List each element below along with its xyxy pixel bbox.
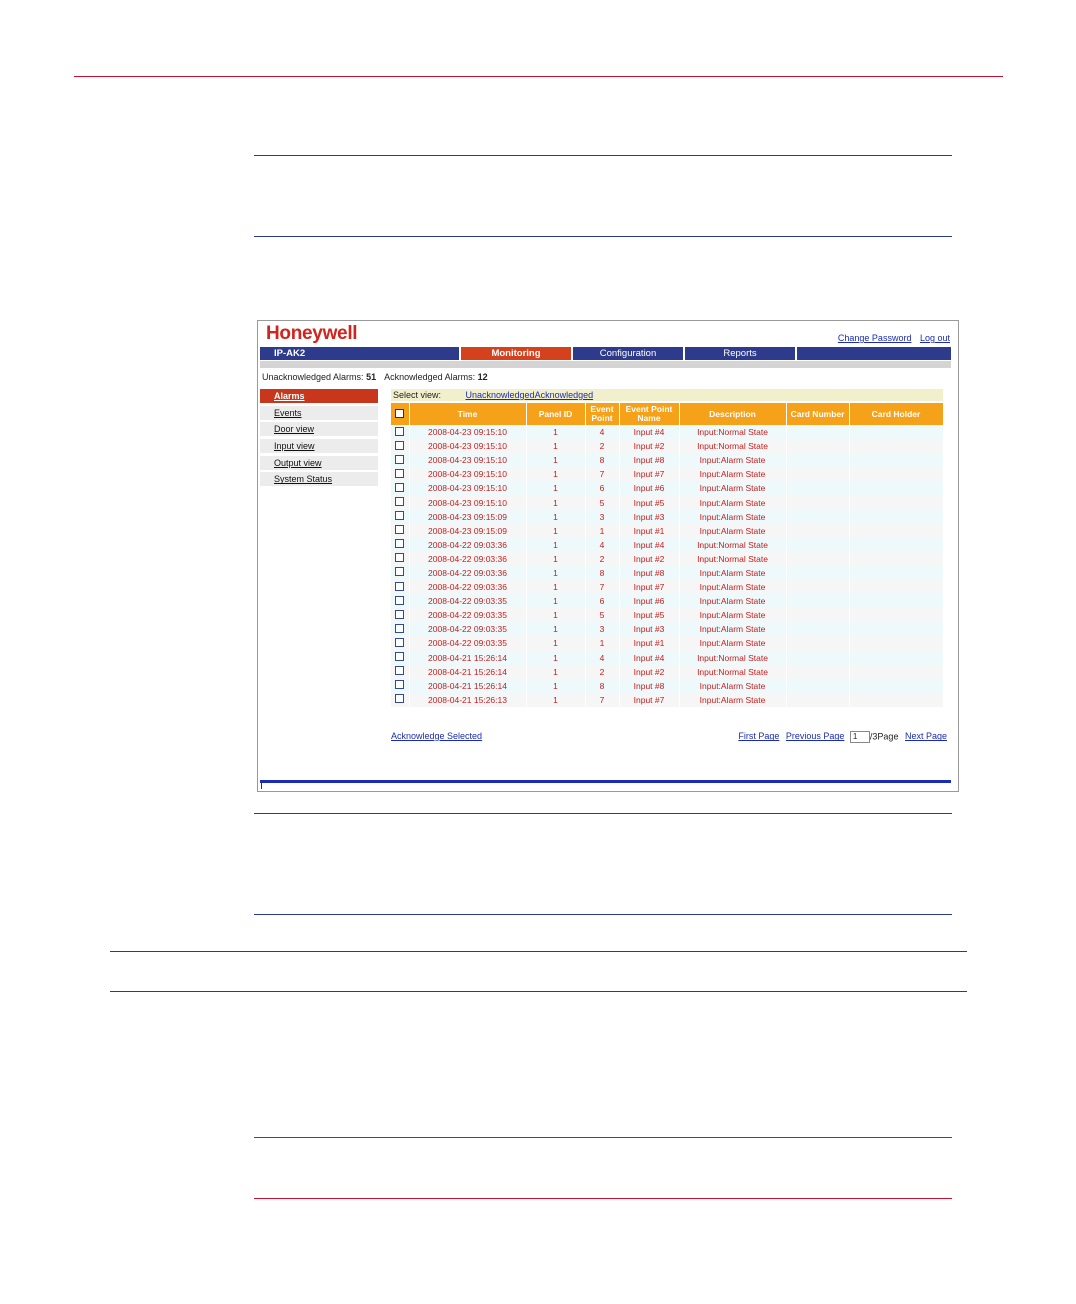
row-select-cell [391, 467, 409, 481]
cell-event-point-name: Input #8 [619, 453, 679, 467]
note-rule-bottom [254, 914, 952, 915]
cell-event-point-name: Input #4 [619, 651, 679, 665]
cell-event-point-name: Input #2 [619, 552, 679, 566]
row-checkbox[interactable] [395, 539, 404, 548]
cell-description: Input:Normal State [679, 439, 786, 453]
cell-event-point: 3 [585, 510, 619, 524]
cell-card-holder [849, 566, 943, 580]
cell-event-point-name: Input #5 [619, 495, 679, 509]
unack-count: 51 [366, 372, 377, 382]
header-event-point[interactable]: Event Point [585, 403, 619, 425]
cell-event-point: 7 [585, 693, 619, 707]
cell-panel-id: 1 [526, 524, 585, 538]
cell-description: Input:Alarm State [679, 566, 786, 580]
cell-panel-id: 1 [526, 608, 585, 622]
cell-card-holder [849, 538, 943, 552]
table-row [391, 651, 943, 665]
row-select-cell [391, 481, 409, 495]
row-select-cell [391, 425, 409, 439]
cell-time: 2008-04-23 09:15:10 [409, 481, 526, 495]
header-card-holder[interactable]: Card Holder [849, 403, 943, 425]
cell-event-point-name: Input #4 [619, 538, 679, 552]
table-row [391, 439, 943, 453]
row-select-cell [391, 693, 409, 707]
cell-panel-id: 1 [526, 580, 585, 594]
cell-card-number [786, 538, 849, 552]
row-checkbox[interactable] [395, 511, 404, 520]
cell-time: 2008-04-23 09:15:09 [409, 524, 526, 538]
cell-card-number [786, 510, 849, 524]
row-checkbox[interactable] [395, 483, 404, 492]
cell-panel-id: 1 [526, 693, 585, 707]
row-checkbox[interactable] [395, 553, 404, 562]
previous-page-link[interactable]: Previous Page [785, 731, 845, 742]
table-row [391, 566, 943, 580]
row-checkbox[interactable] [395, 638, 404, 647]
cell-card-holder [849, 594, 943, 608]
cell-description: Input:Alarm State [679, 453, 786, 467]
cell-panel-id: 1 [526, 566, 585, 580]
cell-time: 2008-04-22 09:03:35 [409, 622, 526, 636]
cell-card-number [786, 495, 849, 509]
logout-link[interactable]: Log out [919, 333, 950, 343]
cell-card-holder [849, 693, 943, 707]
row-select-cell [391, 608, 409, 622]
row-select-cell [391, 622, 409, 636]
cell-description: Input:Alarm State [679, 481, 786, 495]
tab-reports[interactable]: Reports [685, 347, 797, 360]
cell-card-number [786, 665, 849, 679]
row-checkbox[interactable] [395, 666, 404, 675]
cell-card-number [786, 566, 849, 580]
cell-time: 2008-04-22 09:03:36 [409, 552, 526, 566]
cell-card-holder [849, 665, 943, 679]
cell-card-holder [849, 495, 943, 509]
row-checkbox[interactable] [395, 567, 404, 576]
table-row [391, 538, 943, 552]
cell-card-number [786, 636, 849, 650]
cell-event-point-name: Input #2 [619, 439, 679, 453]
next-page-link[interactable]: Next Page [904, 731, 947, 742]
cell-event-point-name: Input #1 [619, 636, 679, 650]
row-checkbox[interactable] [395, 427, 404, 436]
page-count: /3Page [869, 731, 899, 742]
view-unacknowledged-link[interactable]: Unacknowledged [465, 390, 535, 400]
table-row [391, 481, 943, 495]
cell-description: Input:Alarm State [679, 608, 786, 622]
cell-event-point: 3 [585, 622, 619, 636]
cell-panel-id: 1 [526, 679, 585, 693]
header-time[interactable]: Time [409, 403, 526, 425]
row-checkbox[interactable] [395, 596, 404, 605]
table-row [391, 552, 943, 566]
cell-panel-id: 1 [526, 439, 585, 453]
tab-monitoring[interactable]: Monitoring [461, 347, 573, 360]
cell-description: Input:Alarm State [679, 580, 786, 594]
row-select-cell [391, 679, 409, 693]
note-rule-top [254, 813, 952, 814]
cell-event-point-name: Input #6 [619, 594, 679, 608]
row-select-cell [391, 665, 409, 679]
alarms-table [391, 403, 944, 707]
cell-panel-id: 1 [526, 622, 585, 636]
nav-divider [260, 361, 951, 368]
page-number-input[interactable]: 1 [850, 731, 870, 743]
pager [734, 731, 947, 743]
cell-event-point-name: Input #2 [619, 665, 679, 679]
header-card-number[interactable]: Card Number [786, 403, 849, 425]
row-checkbox[interactable] [395, 694, 404, 703]
ack-count: 12 [477, 372, 488, 382]
row-select-cell [391, 495, 409, 509]
cell-time: 2008-04-22 09:03:36 [409, 566, 526, 580]
cell-card-holder [849, 481, 943, 495]
cell-card-number [786, 524, 849, 538]
cell-card-holder [849, 580, 943, 594]
cell-panel-id: 1 [526, 510, 585, 524]
cell-description: Input:Alarm State [679, 524, 786, 538]
product-name: IP-AK2 [260, 347, 461, 360]
row-checkbox[interactable] [395, 455, 404, 464]
cell-description: Input:Normal State [679, 651, 786, 665]
cell-card-number [786, 622, 849, 636]
page-header-rule [74, 76, 1003, 77]
table-row [391, 594, 943, 608]
section-rule-bottom [110, 991, 967, 992]
cell-time: 2008-04-21 15:26:14 [409, 679, 526, 693]
cell-card-holder [849, 636, 943, 650]
cell-time: 2008-04-23 09:15:10 [409, 495, 526, 509]
table-row [391, 622, 943, 636]
cell-panel-id: 1 [526, 453, 585, 467]
cell-card-number [786, 481, 849, 495]
acknowledge-selected-link[interactable]: Acknowledge Selected [391, 731, 483, 741]
row-checkbox[interactable] [395, 497, 404, 506]
row-select-cell [391, 594, 409, 608]
sidebar-item-alarms[interactable]: Alarms [260, 389, 378, 403]
sidebar [260, 389, 378, 489]
caution-rule-bottom [254, 1198, 952, 1199]
select-all-cell [391, 403, 409, 425]
cell-card-holder [849, 467, 943, 481]
cell-card-number [786, 453, 849, 467]
cell-panel-id: 1 [526, 636, 585, 650]
row-select-cell [391, 510, 409, 524]
cell-event-point: 8 [585, 453, 619, 467]
cell-panel-id: 1 [526, 665, 585, 679]
cell-card-number [786, 594, 849, 608]
table-row [391, 467, 943, 481]
cell-event-point-name: Input #8 [619, 566, 679, 580]
row-checkbox[interactable] [395, 441, 404, 450]
cell-time: 2008-04-22 09:03:35 [409, 594, 526, 608]
cell-panel-id: 1 [526, 594, 585, 608]
cell-time: 2008-04-22 09:03:36 [409, 538, 526, 552]
cell-card-number [786, 679, 849, 693]
row-checkbox[interactable] [395, 582, 404, 591]
cell-event-point: 4 [585, 425, 619, 439]
table-row [391, 495, 943, 509]
cell-event-point-name: Input #1 [619, 524, 679, 538]
cell-event-point: 1 [585, 636, 619, 650]
row-select-cell [391, 566, 409, 580]
cell-time: 2008-04-23 09:15:10 [409, 453, 526, 467]
row-checkbox[interactable] [395, 610, 404, 619]
sidebar-item-events[interactable]: Events [260, 406, 378, 420]
cell-description: Input:Normal State [679, 665, 786, 679]
cell-card-number [786, 439, 849, 453]
cell-event-point-name: Input #7 [619, 693, 679, 707]
caution-rule-top [254, 1137, 952, 1138]
table-footer [391, 731, 947, 741]
row-checkbox[interactable] [395, 624, 404, 633]
cell-panel-id: 1 [526, 552, 585, 566]
row-select-cell [391, 580, 409, 594]
cell-panel-id: 1 [526, 467, 585, 481]
cell-event-point: 7 [585, 467, 619, 481]
cell-description: Input:Alarm State [679, 467, 786, 481]
table-row [391, 453, 943, 467]
cell-event-point-name: Input #6 [619, 481, 679, 495]
cell-event-point: 6 [585, 594, 619, 608]
cell-time: 2008-04-23 09:15:10 [409, 425, 526, 439]
alarms-screenshot [257, 320, 959, 792]
cell-card-holder [849, 679, 943, 693]
tab-configuration[interactable]: Configuration [573, 347, 685, 360]
unack-label: Unacknowledged Alarms: [262, 372, 364, 382]
cell-panel-id: 1 [526, 538, 585, 552]
cell-description: Input:Normal State [679, 425, 786, 439]
note-rule-bottom [254, 236, 952, 237]
header-event-point-name[interactable]: Event Point Name [619, 403, 679, 425]
sidebar-item-door-view[interactable]: Door view [260, 422, 378, 436]
cell-card-holder [849, 453, 943, 467]
header-description[interactable]: Description [679, 403, 786, 425]
cell-panel-id: 1 [526, 495, 585, 509]
view-label: Select view: [393, 390, 442, 400]
cell-panel-id: 1 [526, 425, 585, 439]
row-select-cell [391, 453, 409, 467]
row-select-cell [391, 636, 409, 650]
footer-bar [260, 780, 951, 783]
cell-card-number [786, 580, 849, 594]
section-rule-top [110, 951, 967, 952]
cell-card-holder [849, 622, 943, 636]
view-acknowledged-link[interactable]: Acknowledged [534, 390, 594, 400]
row-select-cell [391, 552, 409, 566]
change-password-link[interactable]: Change Password [837, 333, 912, 343]
cell-description: Input:Alarm State [679, 510, 786, 524]
cell-description: Input:Alarm State [679, 679, 786, 693]
cell-event-point: 4 [585, 538, 619, 552]
row-checkbox[interactable] [395, 680, 404, 689]
view-selector [391, 389, 943, 401]
row-select-cell [391, 439, 409, 453]
cell-event-point: 2 [585, 665, 619, 679]
cell-time: 2008-04-23 09:15:10 [409, 439, 526, 453]
cell-card-number [786, 651, 849, 665]
table-row [391, 510, 943, 524]
cell-card-number [786, 693, 849, 707]
table-row [391, 636, 943, 650]
cell-event-point: 7 [585, 580, 619, 594]
cell-description: Input:Normal State [679, 552, 786, 566]
cell-panel-id: 1 [526, 651, 585, 665]
row-checkbox[interactable] [395, 525, 404, 534]
cell-panel-id: 1 [526, 481, 585, 495]
cell-time: 2008-04-21 15:26:13 [409, 693, 526, 707]
cell-event-point-name: Input #3 [619, 510, 679, 524]
cell-description: Input:Alarm State [679, 594, 786, 608]
cell-event-point: 8 [585, 679, 619, 693]
cell-event-point-name: Input #8 [619, 679, 679, 693]
cell-card-number [786, 608, 849, 622]
row-checkbox[interactable] [395, 469, 404, 478]
cell-card-holder [849, 510, 943, 524]
table-row [391, 425, 943, 439]
cell-event-point: 6 [585, 481, 619, 495]
cell-card-holder [849, 651, 943, 665]
cell-time: 2008-04-21 15:26:14 [409, 665, 526, 679]
cell-card-holder [849, 608, 943, 622]
header-panel-id[interactable]: Panel ID [526, 403, 585, 425]
row-select-cell [391, 524, 409, 538]
cell-time: 2008-04-21 15:26:14 [409, 651, 526, 665]
first-page-link[interactable]: First Page [738, 731, 780, 742]
cell-description: Input:Alarm State [679, 622, 786, 636]
sidebar-item-system-status[interactable]: System Status [260, 472, 378, 486]
ack-label: Acknowledged Alarms: [384, 372, 476, 382]
honeywell-logo: Honeywell [266, 323, 358, 344]
cell-card-holder [849, 552, 943, 566]
cell-event-point-name: Input #4 [619, 425, 679, 439]
cell-event-point: 5 [585, 608, 619, 622]
row-select-cell [391, 538, 409, 552]
cell-card-holder [849, 425, 943, 439]
nav-filler [797, 347, 951, 360]
cell-event-point: 5 [585, 495, 619, 509]
cell-event-point: 2 [585, 439, 619, 453]
cell-event-point-name: Input #7 [619, 467, 679, 481]
cell-time: 2008-04-22 09:03:35 [409, 636, 526, 650]
table-row [391, 679, 943, 693]
account-links [832, 333, 950, 343]
cell-event-point-name: Input #5 [619, 608, 679, 622]
cell-card-holder [849, 524, 943, 538]
cell-description: Input:Normal State [679, 538, 786, 552]
cell-time: 2008-04-23 09:15:10 [409, 467, 526, 481]
note-rule-top [254, 155, 952, 156]
table-row [391, 665, 943, 679]
sidebar-item-input-view[interactable]: Input view [260, 439, 378, 453]
table-row [391, 524, 943, 538]
cell-time: 2008-04-22 09:03:36 [409, 580, 526, 594]
table-row [391, 693, 943, 707]
footer-tick [261, 783, 262, 789]
cell-event-point-name: Input #3 [619, 622, 679, 636]
cell-time: 2008-04-22 09:03:35 [409, 608, 526, 622]
alarm-counts [262, 372, 494, 382]
cell-card-holder [849, 439, 943, 453]
cell-card-number [786, 552, 849, 566]
table-row [391, 580, 943, 594]
cell-event-point: 4 [585, 651, 619, 665]
cell-card-number [786, 467, 849, 481]
table-row [391, 608, 943, 622]
row-checkbox[interactable] [395, 652, 404, 661]
cell-description: Input:Alarm State [679, 693, 786, 707]
cell-event-point: 1 [585, 524, 619, 538]
cell-description: Input:Alarm State [679, 495, 786, 509]
table-header-row [391, 403, 943, 425]
main-nav [260, 347, 951, 360]
cell-event-point-name: Input #7 [619, 580, 679, 594]
cell-card-number [786, 425, 849, 439]
cell-event-point: 2 [585, 552, 619, 566]
row-select-cell [391, 651, 409, 665]
sidebar-item-output-view[interactable]: Output view [260, 456, 378, 470]
cell-event-point: 8 [585, 566, 619, 580]
select-all-checkbox[interactable] [395, 409, 404, 418]
cell-time: 2008-04-23 09:15:09 [409, 510, 526, 524]
cell-description: Input:Alarm State [679, 636, 786, 650]
